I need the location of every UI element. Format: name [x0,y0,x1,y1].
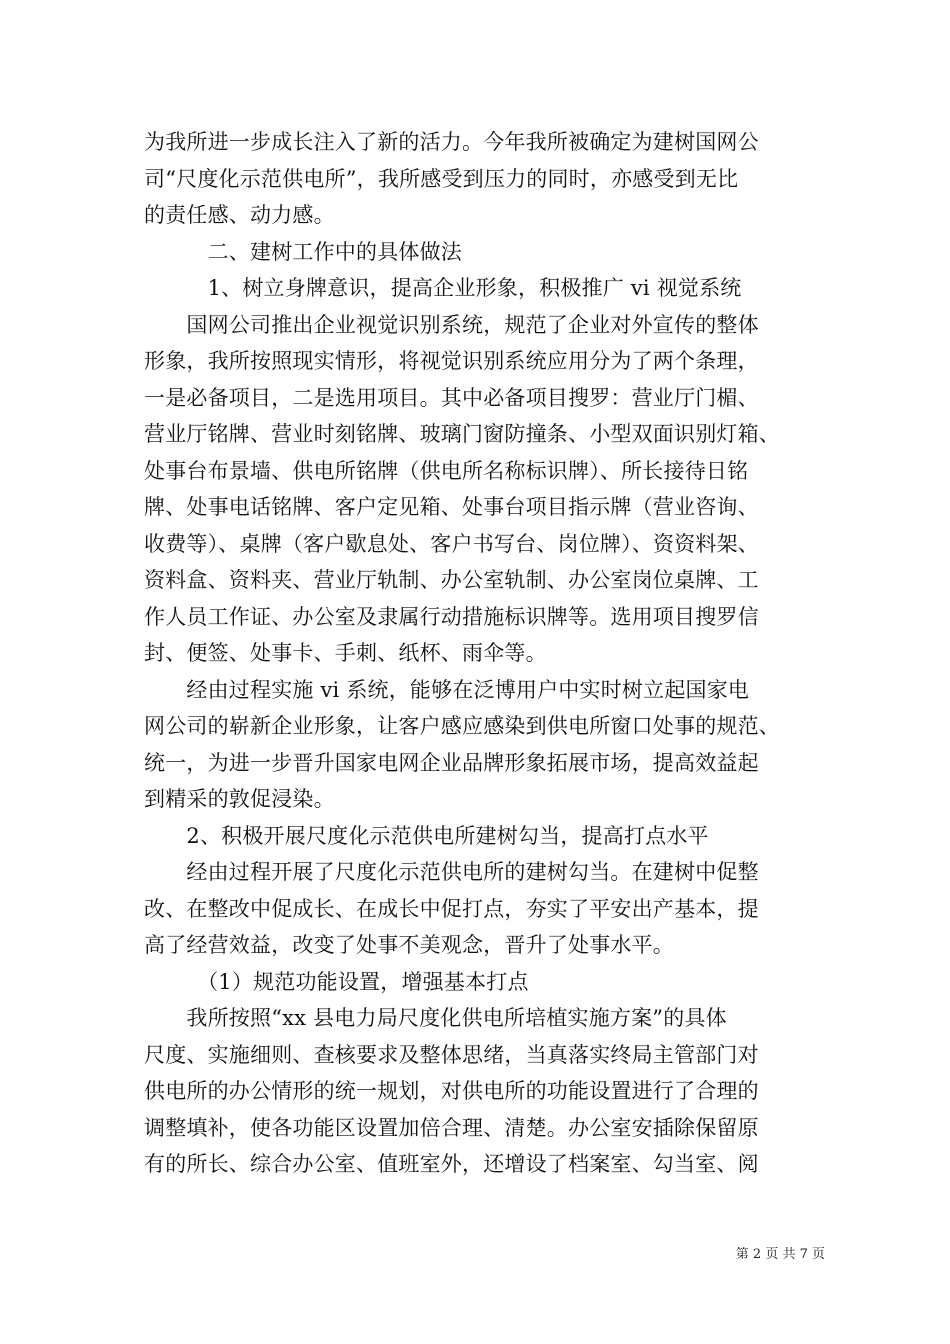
text-line: 经由过程实施 vi 系统，能够在泛博用户中实时树立起国家电 [144,677,750,702]
text-line: 统一，为进一步晋升国家电网企业品牌形象拓展市场，提高效益起 [144,750,759,775]
text-line: 供电所的办公情形的统一规划，对供电所的功能设置进行了合理的 [144,1079,759,1103]
text-line: 尺度、实施细则、查核要求及整体思绪，当真落实终局主管部门对 [144,1042,759,1067]
text-line: 资料盒、资料夹、营业厅轨制、办公室轨制、办公室岗位桌牌、工 [144,568,759,592]
text-line: 作人员工作证、办公室及隶属行动措施标识牌等。选用项目搜罗信 [144,604,759,629]
text-line: 我所按照“xx 县电力局尺度化供电所培植实施方案”的具体 [144,1006,727,1030]
text-line: 为我所进一步成长注入了新的活力。今年我所被确定为建树国网公 [144,130,759,154]
text-line: 调整填补，使各功能区设置加倍合理、清楚。办公室安插除保留原 [144,1115,759,1140]
subsection-heading: 1、树立身牌意识，提高企业形象，积极推广 vi 视觉系统 [144,276,742,300]
text-line: 封、便签、处事卡、手刺、纸杯、雨伞等。 [144,641,547,665]
text-line: 牌、处事电话铭牌、客户定见箱、处事台项目指示牌（营业咨询、 [144,495,759,519]
subsection-heading: 2、积极开展尺度化示范供电所建树勾当，提高打点水平 [144,823,709,848]
text-line: 网公司的崭新企业形象，让客户感应感染到供电所窗口处事的规范、 [144,714,780,738]
subsection-heading: （1）规范功能设置，增强基本打点 [144,969,529,994]
text-line: 收费等）、桌牌（客户歇息处、客户书写台、岗位牌）、资资料架、 [144,531,759,556]
section-heading: 二、建树工作中的具体做法 [144,239,462,264]
text-line: 形象，我所按照现实情形，将视觉识别系统应用分为了两个条理， [144,349,759,373]
text-line: 国网公司推出企业视觉识别系统，规范了企业对外宣传的整体 [144,312,759,337]
page-number-footer: 第 2 页 共 7 页 [735,1247,825,1262]
body-text [144,124,826,1183]
text-line: 经由过程开展了尺度化示范供电所的建树勾当。在建树中促整 [144,860,759,884]
text-line: 改、在整改中促成长、在成长中促打点，夯实了平安出产基本，提 [144,896,759,921]
text-line: 到精采的敦促浸染。 [144,787,335,811]
text-line: 营业厅铭牌、营业时刻铭牌、玻璃门窗防撞条、小型双面识别灯箱、 [144,422,780,446]
text-line: 有的所长、综合办公室、值班室外，还增设了档案室、勾当室、阅 [144,1152,759,1176]
text-line: 高了经营效益，改变了处事不美观念，晋升了处事水平。 [144,933,674,957]
text-line: 司“尺度化示范供电所”，我所感受到压力的同时，亦感受到无比 [144,166,739,191]
text-line: 的责任感、动力感。 [144,203,335,227]
text-line: 一是必备项目，二是选用项目。其中必备项目搜罗：营业厅门楣、 [144,385,759,410]
text-line: 处事台布景墙、供电所铭牌（供电所名称标识牌）、所长接待日铭 [144,458,749,483]
